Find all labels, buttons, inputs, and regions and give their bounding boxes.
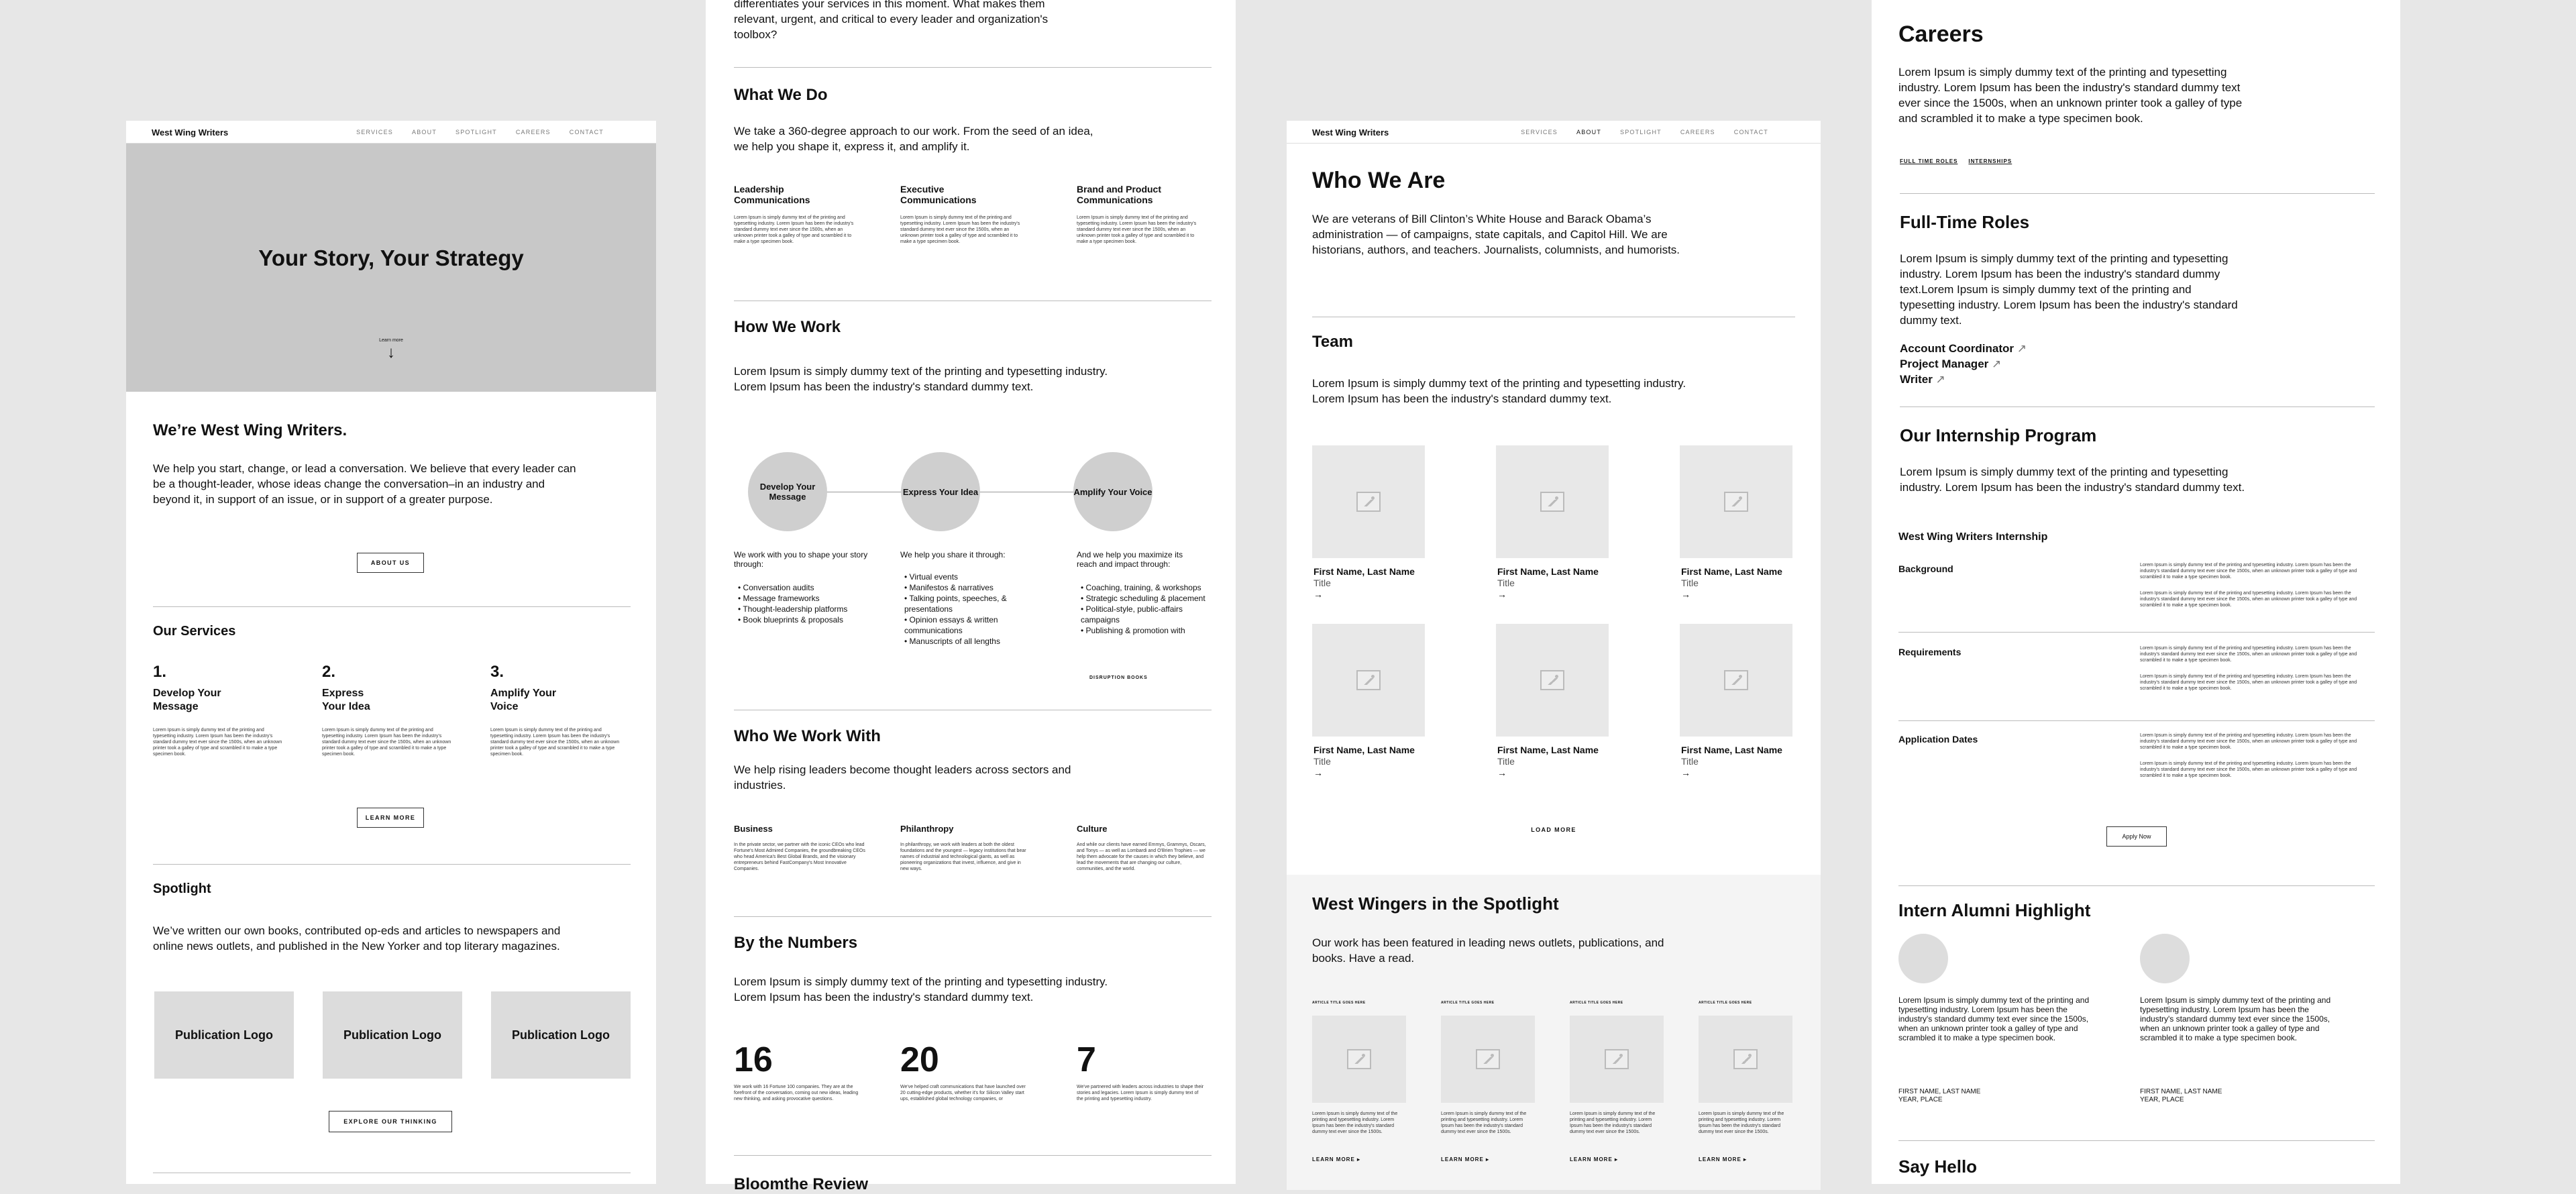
team-photo-placeholder — [1312, 445, 1425, 558]
full-time-roles-text: Lorem Ipsum is simply dummy text of the printing and typesetting industry. Lorem Ipsum has been the industry's standard dummy text.Lorem Ipsum is simply dummy text of the printing and typesetting industry. Lorem Ipsum has been the industry's standard dummy text. — [1900, 252, 2238, 327]
brand-logo[interactable]: West Wing Writers — [152, 127, 229, 138]
image-icon — [1540, 670, 1564, 690]
offering-column — [734, 184, 875, 245]
stat-number: 16 — [734, 1040, 773, 1079]
say-hello-title: Say Hello — [1898, 1156, 1978, 1177]
article-text: Lorem Ipsum is simply dummy text of the printing and typesetting industry. Lorem Ipsum has been the industry's standard dummy text ever since the 1500s. — [1570, 1111, 1656, 1134]
member-name: First Name, Last Name — [1497, 566, 1599, 577]
member-title: Title — [1681, 756, 1699, 767]
about-us-button[interactable]: ABOUT US — [357, 553, 424, 573]
offering-column — [900, 184, 1041, 245]
article-label: ARTICLE TITLE GOES HERE — [1312, 1001, 1366, 1005]
nav-spotlight[interactable]: SPOTLIGHT — [1620, 129, 1662, 135]
internship-subtitle: West Wing Writers Internship — [1898, 531, 2048, 543]
who-we-work-with-text: We help rising leaders become thought leaders across sectors and industries. — [734, 763, 1071, 792]
bottom-section-title: Bloomthe Review — [734, 1175, 869, 1193]
nav-careers[interactable]: CAREERS — [1680, 129, 1715, 135]
list-item: • Talking points, speeches, & presentations — [904, 593, 1038, 614]
step-list — [904, 572, 1038, 647]
step-develop: Develop Your Message — [748, 452, 827, 531]
stat-column — [734, 1040, 868, 1102]
explore-our-thinking-button[interactable]: EXPLORE OUR THINKING — [329, 1111, 452, 1132]
learn-more-button[interactable]: LEARN MORE — [357, 808, 424, 828]
stat-number: 7 — [1077, 1040, 1096, 1079]
step-express: Express Your Idea — [901, 452, 980, 531]
alumni-year: YEAR, PLACE — [2140, 1096, 2184, 1103]
member-name: First Name, Last Name — [1681, 745, 1782, 755]
step-intro: We help you share it through: — [900, 550, 1006, 559]
sector-column — [1077, 824, 1211, 872]
team-photo-placeholder — [1496, 624, 1609, 737]
list-item: • Opinion essays & written communications — [904, 614, 1038, 636]
nav-careers[interactable]: CAREERS — [515, 129, 551, 135]
external-link-icon: ↗ — [1992, 358, 2002, 370]
step-intro: We work with you to shape your story through: — [734, 550, 868, 569]
tab-internships[interactable]: INTERNSHIPS — [1968, 158, 2012, 164]
internship-title: Our Internship Program — [1900, 425, 2097, 445]
offering-column — [1077, 184, 1218, 245]
image-icon — [1476, 1049, 1500, 1069]
team-photo-placeholder — [1496, 445, 1609, 558]
service-text: Lorem Ipsum is simply dummy text of the printing and typesetting industry. Lorem Ipsum has been the industry's standard dummy text ever since the 1500s, when an unknown printer took a galley of type and scrambled it to make a type specimen book. — [153, 728, 282, 757]
service-title: Amplify Your Voice — [490, 688, 557, 712]
member-name: First Name, Last Name — [1497, 745, 1599, 755]
article-label: ARTICLE TITLE GOES HERE — [1441, 1001, 1495, 1005]
stat-text: We've helped craft communications that have launched over 20 cutting-edge products, whether it's for Silicon Valley start ups, established global technology companies, or — [900, 1085, 1026, 1101]
who-we-are-text: We are veterans of Bill Clinton’s White House and Barack Obama’s administration — of campaigns, state capitals, and Capitol Hill. We are historians, authors, and teachers. Journalists, columnists, and humorists. — [1312, 213, 1680, 256]
how-we-work-title: How We Work — [734, 318, 841, 336]
service-card — [322, 663, 463, 757]
by-the-numbers-text: Lorem Ipsum is simply dummy text of the printing and typesetting industry. Lorem Ipsum has been the industry's standard dummy text. — [734, 975, 1108, 1003]
arrow-down-icon[interactable]: ↓ — [387, 343, 395, 362]
nav-spotlight[interactable]: SPOTLIGHT — [455, 129, 497, 135]
list-item: • Political-style, public-affairs campaigns — [1081, 604, 1208, 625]
image-icon — [1724, 492, 1748, 512]
member-name: First Name, Last Name — [1681, 566, 1782, 577]
row-text: Lorem Ipsum is simply dummy text of the printing and typesetting industry. Lorem Ipsum has been the industry's standard dummy text ever since the 1500s, when an unknown printer took a galley of type and scrambled it to make a type specimen book. — [2140, 674, 2357, 691]
team-photo-placeholder — [1680, 445, 1792, 558]
team-title: Team — [1312, 333, 1353, 351]
offering-text: Lorem Ipsum is simply dummy text of the printing and typesetting industry. Lorem Ipsum has been the industry's standard dummy text ever since the 1500s, when an unknown printer took a galley of type and scrambled it to make a type specimen book. — [1077, 215, 1197, 244]
step-intro: And we help you maximize its reach and impact through: — [1077, 550, 1183, 569]
careers-title: Careers — [1898, 21, 1984, 47]
nav-services[interactable]: SERVICES — [1521, 129, 1558, 135]
member-title: Title — [1313, 578, 1331, 588]
roles-list — [1900, 341, 2027, 387]
load-more-button[interactable]: LOAD MORE — [1531, 826, 1576, 833]
offering-title: Executive Communications — [900, 184, 977, 205]
role-link[interactable]: Project Manager ↗ — [1900, 358, 2002, 370]
article-text: Lorem Ipsum is simply dummy text of the printing and typesetting industry. Lorem Ipsum has been the industry's standard dummy text ever since the 1500s. — [1699, 1111, 1784, 1134]
arrow-right-icon[interactable]: → — [1497, 767, 1507, 778]
image-icon — [1356, 670, 1381, 690]
stat-number: 20 — [900, 1040, 939, 1079]
about-page-panel — [1287, 121, 1821, 1184]
article-image-placeholder — [1312, 1016, 1406, 1103]
image-icon — [1356, 492, 1381, 512]
offering-text: Lorem Ipsum is simply dummy text of the printing and typesetting industry. Lorem Ipsum has been the industry's standard dummy text ever since the 1500s, when an unknown printer took a galley of type and scrambled it to make a type specimen book. — [900, 215, 1020, 244]
offering-title: Leadership Communications — [734, 184, 810, 205]
article-label: ARTICLE TITLE GOES HERE — [1699, 1001, 1752, 1005]
service-title: Express Your Idea — [322, 688, 370, 712]
row-text: Lorem Ipsum is simply dummy text of the printing and typesetting industry. Lorem Ipsum has been the industry's standard dummy text ever since the 1500s, when an unknown printer took a galley of type and scrambled it to make a type specimen book. — [2140, 591, 2357, 608]
sector-text: In philanthropy, we work with leaders at both the oldest foundations and the youngest — legacy institutions that bear names of industrial and technological giants, as well as pioneering organizations that invest, influence, and give in new ways. — [900, 843, 1026, 871]
article-learn-more-link[interactable]: LEARN MORE ▸ — [1441, 1156, 1490, 1162]
sector-text: And while our clients have earned Emmys, Grammys, Oscars, and Tonys — as well as Lombardi and O'Brien Trophies — we help them advocate for the causes in which they believe, and lead the movements that are changing our culture, communities, and the world. — [1077, 843, 1206, 871]
by-the-numbers-title: By the Numbers — [734, 934, 858, 952]
list-item: • Manuscripts of all lengths — [904, 636, 1038, 647]
arrow-right-icon[interactable]: → — [1681, 589, 1690, 600]
alumni-quote: Lorem Ipsum is simply dummy text of the printing and typesetting industry. Lorem Ipsum has been the industry's standard dummy text ever since the 1500s, when an unknown printer took a galley of type and scrambled it to make a type specimen book. — [2140, 995, 2331, 1042]
service-title: Develop Your Message — [153, 688, 221, 712]
spotlight-title: West Wingers in the Spotlight — [1312, 893, 1559, 914]
stat-column — [900, 1040, 1034, 1102]
member-title: Title — [1681, 578, 1699, 588]
external-link-icon: ↗ — [1935, 373, 1945, 386]
how-we-work-text: Lorem Ipsum is simply dummy text of the printing and typesetting industry. Lorem Ipsum has been the industry's standard dummy text. — [734, 365, 1108, 393]
alumni-quote: Lorem Ipsum is simply dummy text of the printing and typesetting industry. Lorem Ipsum has been the industry's standard dummy text ever since the 1500s, when an unknown printer took a galley of type and scrambled it to make a type specimen book. — [1898, 995, 2090, 1042]
publication-logo: Publication Logo — [323, 991, 462, 1079]
row-text: Lorem Ipsum is simply dummy text of the printing and typesetting industry. Lorem Ipsum has been the industry's standard dummy text ever since the 1500s, when an unknown printer took a galley of type and scrambled it to make a type specimen book. — [2140, 761, 2357, 778]
what-we-do-text: We take a 360-degree approach to our work. From the seed of an idea, we help you shape it, express it, and amplify it. — [734, 125, 1093, 153]
row-label-application-dates: Application Dates — [1898, 734, 1978, 745]
member-title: Title — [1313, 756, 1331, 767]
nav-contact[interactable]: CONTACT — [569, 129, 604, 135]
list-item: • Strategic scheduling & placement — [1081, 593, 1208, 604]
alumni-name: FIRST NAME, LAST NAME — [1898, 1088, 1981, 1095]
what-we-do-title: What We Do — [734, 86, 828, 104]
spotlight-text: We’ve written our own books, contributed op-eds and articles to newspapers and online news outlets, and published in the New Yorker and top literary magazines. — [153, 924, 561, 953]
hero-title: Your Story, Your Strategy — [258, 246, 524, 270]
list-item: • Manifestos & narratives — [904, 582, 1038, 593]
avatar — [2140, 934, 2190, 983]
tab-full-time-roles[interactable]: FULL TIME ROLES — [1900, 158, 1958, 164]
offering-title: Brand and Product Communications — [1077, 184, 1162, 205]
disruption-books-logo: DISRUPTION BOOKS — [1089, 675, 1148, 680]
intro-text: We help you start, change, or lead a conversation. We believe that every leader can be a thought-leader, whose ideas change the conversation–in an industry and beyond it, in support of an issue, or in support of a greater purpose. — [153, 462, 576, 506]
step-list — [738, 582, 872, 625]
list-item: • Thought-leadership platforms — [738, 604, 872, 614]
image-icon — [1347, 1049, 1371, 1069]
learn-more-link[interactable]: Learn more — [379, 338, 403, 343]
hero-banner — [126, 144, 656, 392]
careers-page-panel — [1872, 0, 2400, 1184]
service-number: 3. — [490, 663, 504, 681]
member-title: Title — [1497, 756, 1515, 767]
step-list — [1081, 582, 1208, 636]
row-label-background: Background — [1898, 563, 1953, 574]
member-title: Title — [1497, 578, 1515, 588]
sector-title: Philanthropy — [900, 824, 954, 834]
nav-services[interactable]: SERVICES — [356, 129, 394, 135]
list-item: • Coaching, training, & workshops — [1081, 582, 1208, 593]
service-text: Lorem Ipsum is simply dummy text of the printing and typesetting industry. Lorem Ipsum has been the industry's standard dummy text ever since the 1500s, when an unknown printer took a galley of type and scrambled it to make a type specimen book. — [490, 728, 620, 757]
arrow-right-icon[interactable]: → — [1313, 767, 1323, 778]
member-name: First Name, Last Name — [1313, 566, 1415, 577]
internship-text: Lorem Ipsum is simply dummy text of the printing and typesetting industry. Lorem Ipsum has been the industry's standard dummy text. — [1900, 466, 2245, 494]
image-icon — [1724, 670, 1748, 690]
services-title: Our Services — [153, 624, 236, 639]
spotlight-text: Our work has been featured in leading news outlets, publications, and books. Have a read. — [1312, 936, 1664, 965]
arrow-right-icon[interactable]: → — [1313, 589, 1323, 600]
stat-text: We've partnered with leaders across industries to shape their stories and legacies. Lorem Ipsum is simply dummy text of the printing and typesetting industry. — [1077, 1085, 1204, 1101]
alumni-title: Intern Alumni Highlight — [1898, 900, 2091, 920]
role-link[interactable]: Writer ↗ — [1900, 373, 1945, 386]
image-icon — [1540, 492, 1564, 512]
avatar — [1898, 934, 1948, 983]
sector-column — [734, 824, 868, 872]
stat-text: We work with 16 Fortune 100 companies. They are at the forefront of the conversation, coming out new ideas, leading new thinking, and asking provocative questions. — [734, 1085, 859, 1101]
arrow-right-icon[interactable]: → — [1497, 589, 1507, 600]
alumni-year: YEAR, PLACE — [1898, 1096, 1943, 1103]
team-photo-placeholder — [1312, 624, 1425, 737]
top-nav — [1287, 121, 1821, 144]
external-link-icon: ↗ — [2017, 342, 2027, 355]
member-name: First Name, Last Name — [1313, 745, 1415, 755]
brand-logo[interactable]: West Wing Writers — [1312, 127, 1389, 138]
article-text: Lorem Ipsum is simply dummy text of the printing and typesetting industry. Lorem Ipsum has been the industry's standard dummy text ever since the 1500s. — [1312, 1111, 1398, 1134]
publication-logo: Publication Logo — [154, 991, 294, 1079]
list-item: • Message frameworks — [738, 593, 872, 604]
row-text: Lorem Ipsum is simply dummy text of the printing and typesetting industry. Lorem Ipsum has been the industry's standard dummy text ever since the 1500s, when an unknown printer took a galley of type and scrambled it to make a type specimen book. — [2140, 646, 2357, 663]
service-text: Lorem Ipsum is simply dummy text of the printing and typesetting industry. Lorem Ipsum has been the industry's standard dummy text ever since the 1500s, when an unknown printer took a galley of type and scrambled it to make a type specimen book. — [322, 728, 451, 757]
home-page-panel — [126, 121, 656, 1184]
services-page-panel — [706, 0, 1236, 1193]
article-text: Lorem Ipsum is simply dummy text of the printing and typesetting industry. Lorem Ipsum has been the industry's standard dummy text ever since the 1500s. — [1441, 1111, 1527, 1134]
service-card — [490, 663, 631, 757]
team-text: Lorem Ipsum is simply dummy text of the printing and typesetting industry. Lorem Ipsum has been the industry's standard dummy text. — [1312, 377, 1686, 405]
intro-continued-text: differentiates your services in this moment. What makes them relevant, urgent, and critical to every leader and organization's toolbox? — [734, 0, 1049, 41]
intro-title: We’re West Wing Writers. — [153, 421, 347, 439]
image-icon — [1733, 1049, 1758, 1069]
top-nav — [126, 121, 656, 144]
article-label: ARTICLE TITLE GOES HERE — [1570, 1001, 1623, 1005]
article-image-placeholder — [1441, 1016, 1535, 1103]
article-image-placeholder — [1699, 1016, 1792, 1103]
stat-column — [1077, 1040, 1211, 1102]
list-item: • Conversation audits — [738, 582, 872, 593]
service-number: 1. — [153, 663, 167, 681]
article-learn-more-link[interactable]: LEARN MORE ▸ — [1312, 1156, 1361, 1162]
list-item: • Virtual events — [904, 572, 1038, 582]
nav-about[interactable]: ABOUT — [412, 129, 437, 135]
sector-title: Culture — [1077, 824, 1108, 834]
offering-text: Lorem Ipsum is simply dummy text of the printing and typesetting industry. Lorem Ipsum has been the industry's standard dummy text ever since the 1500s, when an unknown printer took a galley of type and scrambled it to make a type specimen book. — [734, 215, 854, 244]
sector-title: Business — [734, 824, 773, 834]
list-item: • Publishing & promotion with — [1081, 625, 1208, 636]
sector-text: In the private sector, we partner with the iconic CEOs who lead Fortune's Most Admired Companies, the groundbreaking CEOs who head America's Best Global Brands, and the visionary entrepreneurs behind FastCompany's Most Innovative Companies. — [734, 843, 865, 871]
publication-logo: Publication Logo — [491, 991, 631, 1079]
row-label-requirements: Requirements — [1898, 647, 1962, 657]
nav-contact[interactable]: CONTACT — [1733, 129, 1768, 135]
spotlight-title: Spotlight — [153, 881, 211, 896]
careers-text: Lorem Ipsum is simply dummy text of the printing and typesetting industry. Lorem Ipsum has been the industry's standard dummy text ever since the 1500s, when an unknown printer took a galley of type and scrambled it to make a type specimen book. — [1898, 66, 2243, 125]
article-learn-more-link[interactable]: LEARN MORE ▸ — [1570, 1156, 1619, 1162]
team-photo-placeholder — [1680, 624, 1792, 737]
row-text: Lorem Ipsum is simply dummy text of the printing and typesetting industry. Lorem Ipsum has been the industry's standard dummy text ever since the 1500s, when an unknown printer took a galley of type and scrambled it to make a type specimen book. — [2140, 733, 2357, 750]
nav-about[interactable]: ABOUT — [1576, 129, 1602, 135]
image-icon — [1605, 1049, 1629, 1069]
list-item: • Book blueprints & proposals — [738, 614, 872, 625]
full-time-roles-title: Full-Time Roles — [1900, 212, 2030, 232]
sector-column — [900, 824, 1034, 872]
article-learn-more-link[interactable]: LEARN MORE ▸ — [1699, 1156, 1748, 1162]
step-amplify: Amplify Your Voice — [1073, 452, 1152, 531]
article-image-placeholder — [1570, 1016, 1664, 1103]
service-number: 2. — [322, 663, 336, 681]
arrow-right-icon[interactable]: → — [1681, 767, 1690, 778]
who-we-work-with-title: Who We Work With — [734, 727, 881, 745]
service-card — [153, 663, 294, 757]
who-we-are-title: Who We Are — [1312, 168, 1446, 193]
alumni-name: FIRST NAME, LAST NAME — [2140, 1088, 2222, 1095]
apply-now-button[interactable]: Apply Now — [2106, 826, 2167, 847]
row-text: Lorem Ipsum is simply dummy text of the printing and typesetting industry. Lorem Ipsum has been the industry's standard dummy text ever since the 1500s, when an unknown printer took a galley of type and scrambled it to make a type specimen book. — [2140, 563, 2357, 580]
role-link[interactable]: Account Coordinator ↗ — [1900, 342, 2027, 355]
